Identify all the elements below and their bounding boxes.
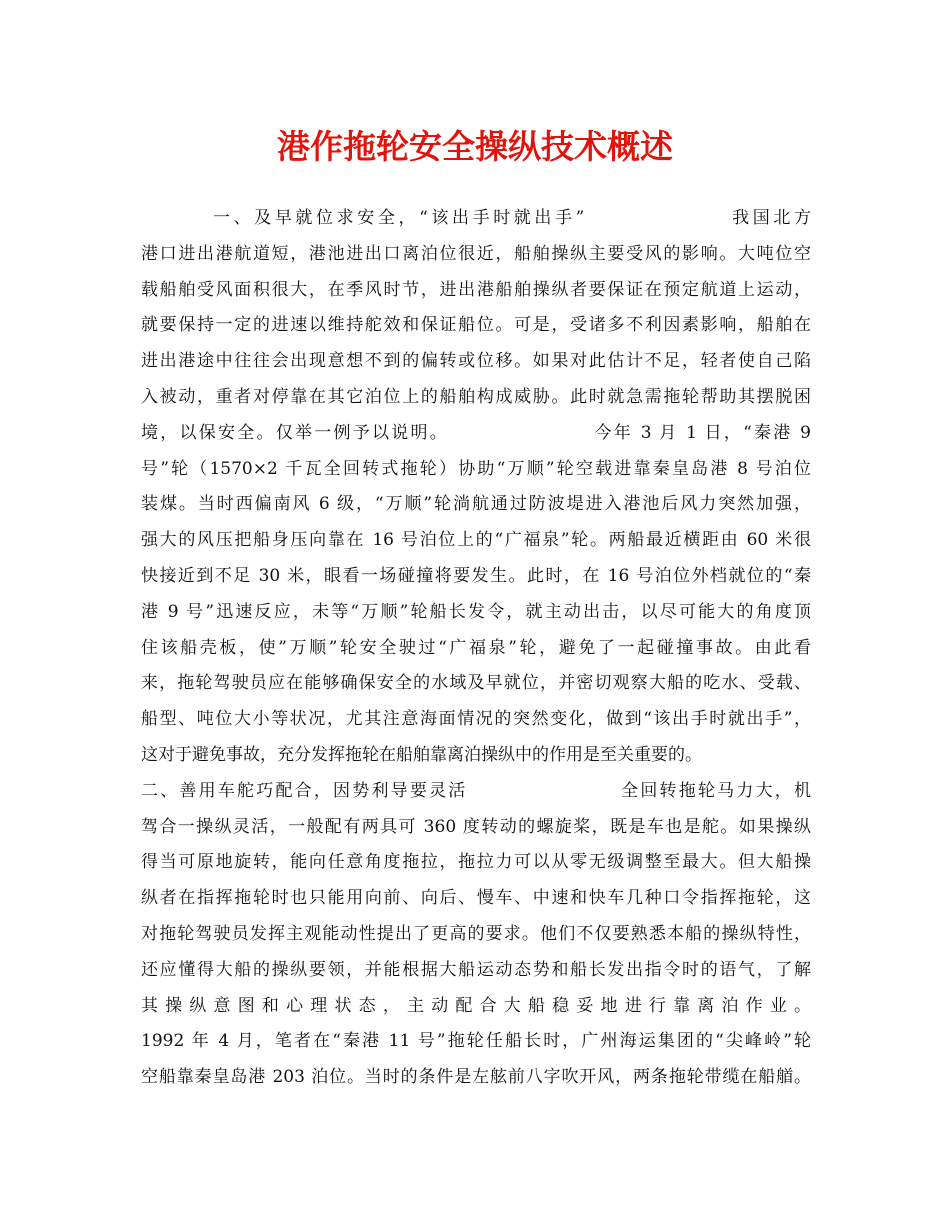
body-line: 装煤。当时西偏南风 6 级，“万顺”轮淌航通过防波堤进入港池后风力突然加强， <box>141 494 811 515</box>
body-line: 入被动，重者对停靠在其它泊位上的船舶构成威胁。此时就急需拖轮帮助其摆脱困 <box>141 386 811 407</box>
body-line: 住该船壳板，使”万顺”轮安全驶过“广福泉”轮，避免了一起碰撞事故。由此看 <box>141 637 811 658</box>
body-line: 港 9 号”迅速反应，未等“万顺”轮船长发令，就主动出击，以尽可能大的角度顶 <box>141 601 811 622</box>
body-line: 来，拖轮驾驶员应在能够确保安全的水域及早就位，并密切观察大船的吃水、受载、 <box>141 673 811 694</box>
body-line: 纵者在指挥拖轮时也只能用向前、向后、慢车、中速和快车几种口令指挥拖轮，这 <box>141 888 811 909</box>
body-line: 快接近到不足 30 米，眼看一场碰撞将要发生。此时，在 16 号泊位外档就位的“秦 <box>141 565 811 586</box>
body-line: 强大的风压把船身压向靠在 16 号泊位上的“广福泉”轮。两船最近横距由 60 米很 <box>141 530 811 551</box>
body-line: 1992 年 4 月，笔者在“秦港 11 号”拖轮任船长时，广州海运集团的“尖峰岭”轮 <box>141 1031 811 1052</box>
body-line: 就要保持一定的进速以维持舵效和保证船位。可是，受诸多不利因素影响，船舶在 <box>141 315 811 336</box>
body-line: 还应懂得大船的操纵要领，并能根据大船运动态势和船长发出指令时的语气，了解 <box>141 959 811 980</box>
body-line: 驾合一操纵灵活，一般配有两具可 360 度转动的螺旋桨，既是车也是舵。如果操纵 <box>141 816 811 837</box>
body-line: 二、善用车舵巧配合，因势利导要灵活 全回转拖轮马力大，机 <box>141 780 811 801</box>
body-line: 船型、吨位大小等状况，尤其注意海面情况的突然变化，做到“该出手时就出手”， <box>141 709 811 730</box>
document-body <box>141 201 811 1096</box>
body-line: 载船舶受风面积很大，在季风时节，进出港船舶操纵者要保证在预定航道上运动， <box>141 279 811 300</box>
body-line: 进出港途中往往会出现意想不到的偏转或位移。如果对此估计不足，轻者使自己陷 <box>141 351 811 372</box>
body-line: 空船靠秦皇岛港 203 泊位。当时的条件是左舷前八字吹开风，两条拖轮带缆在船艏。 <box>141 1067 811 1088</box>
body-line: 这对于避免事故，充分发挥拖轮在船舶靠离泊操纵中的作用是至关重要的。 <box>141 744 702 765</box>
body-line: 其操纵意图和心理状态，主动配合大船稳妥地进行靠离泊作业。 <box>141 995 811 1016</box>
body-line: 境，以保安全。仅举一例予以说明。 今年 3 月 1 日，“秦港 9 <box>141 422 812 443</box>
body-line: 港口进出港航道短，港池进出口离泊位很近，船舶操纵主要受风的影响。大吨位空 <box>141 243 811 264</box>
body-line: 对拖轮驾驶员发挥主观能动性提出了更高的要求。他们不仅要熟悉本船的操纵特性， <box>141 923 811 944</box>
body-line: 号”轮（1570×2 千瓦全回转式拖轮）协助“万顺”轮空载进靠秦皇岛港 8 号泊位 <box>141 458 811 479</box>
document-title: 港作拖轮安全操纵技术概述 <box>277 127 673 166</box>
body-line: 一、及早就位求安全，“该出手时就出手” 我国北方 <box>213 208 811 228</box>
body-line: 得当可原地旋转，能向任意角度拖拉，拖拉力可以从零无级调整至最大。但大船操 <box>141 852 811 873</box>
